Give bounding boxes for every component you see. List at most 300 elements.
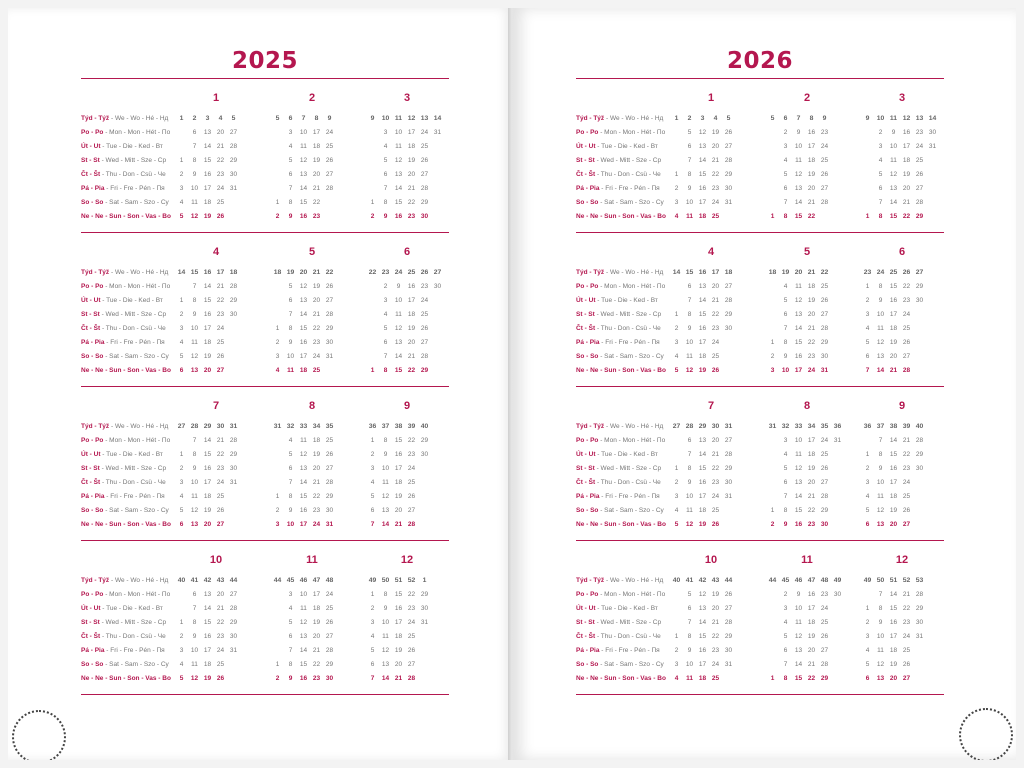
row-label-rest: - Wed - Mitt - Sze - Ср <box>594 465 662 472</box>
day-cell: 10 <box>685 339 694 346</box>
day-cell: 25 <box>216 493 225 500</box>
day-cell: 16 <box>889 465 898 472</box>
month-4 <box>670 244 752 378</box>
day-cell: 1 <box>770 339 775 346</box>
day-cell: 24 <box>711 199 720 206</box>
row-label-rest: - Tue - Die - Ked - Вт <box>100 143 163 150</box>
day-cell: 19 <box>889 507 898 514</box>
day-cell: 8 <box>288 661 293 668</box>
week-number: 35 <box>820 423 829 430</box>
day-cell: 15 <box>698 465 707 472</box>
day-cell: 25 <box>216 199 225 206</box>
row-label-bold: St - St <box>81 465 100 472</box>
day-cell: 25 <box>711 507 720 514</box>
day-cell: 10 <box>286 353 295 360</box>
day-cell: 2 <box>275 213 280 220</box>
day-cell: 24 <box>407 465 416 472</box>
day-cell <box>366 126 379 140</box>
day-cell <box>431 308 444 322</box>
day-row <box>766 504 848 518</box>
row-label-bold: So - So <box>81 661 104 668</box>
day-cell: 13 <box>190 521 199 528</box>
day-cell: 4 <box>865 647 870 654</box>
sunday-row <box>766 518 848 532</box>
row-label-rest: - Sun - Son - Vas - Во <box>598 675 666 682</box>
day-cell: 4 <box>288 143 293 150</box>
day-cell: 24 <box>420 129 429 136</box>
day-cell: 7 <box>288 479 293 486</box>
day-cell: 6 <box>687 437 692 444</box>
row-label-rest: - Wed - Mitt - Sze - Ср <box>594 311 662 318</box>
day-row <box>670 140 752 154</box>
day-cell <box>913 518 926 532</box>
day-cell: 24 <box>325 129 334 136</box>
day-row <box>670 462 752 476</box>
day-row <box>175 182 257 196</box>
week-number: 13 <box>915 115 924 122</box>
week-number: 31 <box>273 423 282 430</box>
day-cell: 12 <box>889 171 898 178</box>
day-cell <box>722 504 735 518</box>
day-cell: 22 <box>711 311 720 318</box>
day-cell: 27 <box>820 647 829 654</box>
day-cell <box>913 308 926 322</box>
day-row <box>175 154 257 168</box>
day-row <box>271 588 353 602</box>
row-label-bold: Út - Ut <box>81 605 101 612</box>
day-cell: 19 <box>807 633 816 640</box>
day-cell: 4 <box>383 311 388 318</box>
day-cell: 24 <box>711 493 720 500</box>
row-label <box>576 280 676 294</box>
row-label-rest: - We - Wo - Hé - Нд <box>604 115 664 122</box>
day-cell <box>766 154 779 168</box>
row-label <box>576 574 676 588</box>
weekday-labels <box>576 420 676 532</box>
row-label-rest: - Sun - Son - Vas - Во <box>598 521 666 528</box>
day-cell: 2 <box>275 507 280 514</box>
row-label-rest: - Thu - Don - Csü - Че <box>595 171 661 178</box>
day-cell: 4 <box>674 353 679 360</box>
day-cell: 2 <box>674 479 679 486</box>
month-number: 3 <box>898 92 906 104</box>
day-cell: 19 <box>312 451 321 458</box>
day-cell <box>227 322 240 336</box>
day-cell <box>227 490 240 504</box>
month-7 <box>175 398 257 532</box>
month-number: 10 <box>209 554 223 566</box>
row-label-bold: St - St <box>81 157 100 164</box>
day-cell: 14 <box>698 451 707 458</box>
day-cell: 21 <box>312 647 321 654</box>
day-cell: 6 <box>865 675 870 682</box>
month-9 <box>366 398 448 532</box>
week-number: 38 <box>394 423 403 430</box>
row-label-bold: St - St <box>81 619 100 626</box>
day-cell: 20 <box>203 367 212 374</box>
week-number: 16 <box>203 269 212 276</box>
day-row <box>175 448 257 462</box>
day-cell <box>175 602 188 616</box>
row-label <box>81 112 181 126</box>
day-cell: 11 <box>686 353 693 360</box>
day-cell: 8 <box>288 325 293 332</box>
day-row <box>670 322 752 336</box>
day-cell: 13 <box>876 353 885 360</box>
row-label-rest: - Wed - Mitt - Sze - Ср <box>594 619 662 626</box>
day-cell: 3 <box>383 129 388 136</box>
day-cell: 18 <box>312 143 321 150</box>
day-cell: 12 <box>685 521 694 528</box>
row-label <box>81 434 181 448</box>
day-cell: 12 <box>698 129 707 136</box>
row-label-bold: Út - Ut <box>576 605 596 612</box>
row-label <box>576 658 676 672</box>
row-label-rest: - Sat - Sam - Szo - Су <box>598 199 664 206</box>
day-cell <box>722 336 735 350</box>
day-row <box>175 294 257 308</box>
day-cell <box>175 140 188 154</box>
day-cell: 13 <box>203 591 212 598</box>
day-cell: 22 <box>807 675 816 682</box>
row-label-bold: Týd - Týž <box>81 269 110 276</box>
day-cell: 20 <box>711 605 720 612</box>
day-cell: 5 <box>370 647 375 654</box>
day-cell: 12 <box>876 339 885 346</box>
day-cell: 2 <box>370 213 375 220</box>
day-cell <box>926 196 939 210</box>
day-cell: 17 <box>394 619 403 626</box>
day-cell: 2 <box>865 297 870 304</box>
row-label-rest: - Thu - Don - Csü - Че <box>595 633 661 640</box>
day-cell: 15 <box>794 339 803 346</box>
day-cell: 14 <box>394 353 403 360</box>
day-row <box>271 126 353 140</box>
day-cell <box>722 364 735 378</box>
day-cell: 31 <box>325 521 334 528</box>
day-row <box>766 630 848 644</box>
week-number: 53 <box>915 577 924 584</box>
row-label-rest: - Tue - Die - Ked - Вт <box>595 605 658 612</box>
row-label <box>81 154 181 168</box>
day-cell: 21 <box>312 185 321 192</box>
month-number: 8 <box>803 400 811 412</box>
day-cell: 27 <box>229 129 238 136</box>
day-cell: 13 <box>794 185 803 192</box>
row-label-rest: - Fri - Fre - Pén - Пя <box>599 647 660 654</box>
day-cell: 20 <box>807 311 816 318</box>
week-number: 33 <box>299 423 308 430</box>
day-cell: 9 <box>288 213 293 220</box>
day-cell: 2 <box>370 451 375 458</box>
day-cell: 13 <box>794 311 803 318</box>
month-6 <box>366 244 448 378</box>
week-number: 28 <box>685 423 694 430</box>
quarter-1 <box>576 79 944 233</box>
day-cell: 28 <box>420 185 429 192</box>
day-cell: 21 <box>312 479 321 486</box>
sunday-row <box>861 672 943 686</box>
day-cell: 30 <box>229 465 238 472</box>
day-cell: 1 <box>674 171 679 178</box>
day-cell: 16 <box>698 325 707 332</box>
day-cell: 22 <box>807 339 816 346</box>
day-cell: 19 <box>902 171 911 178</box>
day-cell: 8 <box>783 507 788 514</box>
day-cell: 15 <box>299 493 308 500</box>
week-number: 8 <box>314 115 319 122</box>
week-number: 49 <box>863 577 872 584</box>
row-label <box>81 126 181 140</box>
day-cell: 30 <box>915 297 924 304</box>
day-cell: 29 <box>325 325 334 332</box>
month-2 <box>271 90 353 224</box>
day-cell: 30 <box>724 185 733 192</box>
day-cell: 24 <box>216 647 225 654</box>
day-cell: 31 <box>229 185 238 192</box>
day-cell: 13 <box>794 479 803 486</box>
day-cell: 7 <box>288 185 293 192</box>
day-cell <box>670 294 683 308</box>
day-cell: 11 <box>877 647 884 654</box>
week-number-row <box>175 266 257 280</box>
day-cell: 22 <box>711 171 720 178</box>
day-cell: 28 <box>724 297 733 304</box>
day-cell: 9 <box>891 129 896 136</box>
row-label-bold: So - So <box>81 353 104 360</box>
day-cell: 31 <box>420 619 429 626</box>
day-cell: 29 <box>820 675 829 682</box>
day-cell: 4 <box>783 451 788 458</box>
day-row <box>366 196 448 210</box>
week-number: 20 <box>794 269 803 276</box>
week-number: 27 <box>177 423 186 430</box>
day-cell: 10 <box>190 647 199 654</box>
row-label-rest: - Sun - Son - Vas - Во <box>103 675 171 682</box>
day-cell: 16 <box>807 129 816 136</box>
day-row <box>175 644 257 658</box>
quarter-3 <box>576 387 944 541</box>
day-cell: 5 <box>370 493 375 500</box>
day-cell <box>766 602 779 616</box>
quarter-2 <box>81 233 449 387</box>
day-cell: 10 <box>190 185 199 192</box>
day-cell <box>431 154 444 168</box>
day-cell: 10 <box>381 619 390 626</box>
row-label <box>81 280 181 294</box>
day-cell: 6 <box>783 479 788 486</box>
day-cell: 27 <box>820 479 829 486</box>
month-9 <box>861 398 943 532</box>
month-number: 6 <box>403 246 411 258</box>
day-row <box>766 588 848 602</box>
day-cell: 4 <box>783 619 788 626</box>
day-cell: 12 <box>698 591 707 598</box>
day-cell: 15 <box>299 325 308 332</box>
day-cell <box>926 154 939 168</box>
week-number: 14 <box>433 115 442 122</box>
day-cell: 6 <box>783 647 788 654</box>
day-cell: 26 <box>407 493 416 500</box>
day-cell: 3 <box>288 129 293 136</box>
row-label-rest: - We - Wo - Hé - Нд <box>109 423 169 430</box>
day-cell: 26 <box>915 171 924 178</box>
week-number: 18 <box>273 269 282 276</box>
day-cell: 5 <box>783 465 788 472</box>
row-label-bold: Pá - Pia <box>81 647 105 654</box>
day-cell: 20 <box>216 129 225 136</box>
day-cell: 27 <box>915 185 924 192</box>
row-label-rest: - Sun - Son - Vas - Во <box>103 213 171 220</box>
day-cell: 20 <box>312 465 321 472</box>
month-2 <box>766 90 848 224</box>
day-cell: 11 <box>382 479 389 486</box>
row-label-bold: Pá - Pia <box>81 339 105 346</box>
row-label-rest: - Tue - Die - Ked - Вт <box>100 451 163 458</box>
row-label <box>576 616 676 630</box>
day-row <box>861 126 943 140</box>
day-cell: 25 <box>420 311 429 318</box>
day-cell: 11 <box>686 213 693 220</box>
day-row <box>271 336 353 350</box>
row-label-rest: - Wed - Mitt - Sze - Ср <box>594 157 662 164</box>
day-row <box>670 588 752 602</box>
day-cell: 10 <box>889 143 898 150</box>
day-cell: 25 <box>902 647 911 654</box>
day-cell: 12 <box>685 367 694 374</box>
month-7 <box>670 398 752 532</box>
day-cell: 11 <box>287 367 294 374</box>
month-6 <box>861 244 943 378</box>
day-cell: 28 <box>325 479 334 486</box>
day-cell: 7 <box>783 493 788 500</box>
day-cell: 19 <box>889 339 898 346</box>
week-number: 36 <box>833 423 842 430</box>
day-cell: 3 <box>783 605 788 612</box>
week-number: 49 <box>833 577 842 584</box>
day-row <box>670 280 752 294</box>
day-cell: 22 <box>902 213 911 220</box>
day-row <box>766 280 848 294</box>
row-label <box>81 168 181 182</box>
row-label-bold: Pá - Pia <box>576 493 600 500</box>
row-label-rest: - Mon - Mon - Hét - По <box>598 591 666 598</box>
day-cell: 25 <box>902 325 911 332</box>
day-cell: 8 <box>878 283 883 290</box>
day-row <box>861 182 943 196</box>
day-cell: 29 <box>420 199 429 206</box>
day-cell: 21 <box>889 367 898 374</box>
day-row <box>670 644 752 658</box>
row-label-bold: St - St <box>576 619 595 626</box>
day-cell: 28 <box>229 283 238 290</box>
day-row <box>175 280 257 294</box>
day-cell: 4 <box>383 143 388 150</box>
day-cell: 13 <box>698 437 707 444</box>
day-cell: 16 <box>407 283 416 290</box>
day-row <box>366 294 448 308</box>
day-cell: 30 <box>229 633 238 640</box>
day-cell: 5 <box>783 633 788 640</box>
day-cell: 14 <box>203 437 212 444</box>
week-number: 47 <box>312 577 321 584</box>
day-row <box>366 182 448 196</box>
day-cell: 18 <box>698 507 707 514</box>
row-label-bold: Týd - Týž <box>81 577 110 584</box>
day-cell: 12 <box>299 619 308 626</box>
day-cell: 21 <box>216 283 225 290</box>
day-cell: 11 <box>686 675 693 682</box>
day-row <box>766 350 848 364</box>
day-cell: 13 <box>698 605 707 612</box>
week-number: 9 <box>865 115 870 122</box>
day-row <box>861 644 943 658</box>
week-number: 1 <box>179 115 184 122</box>
week-number: 2 <box>687 115 692 122</box>
day-cell: 9 <box>687 479 692 486</box>
day-row <box>271 322 353 336</box>
day-cell: 2 <box>383 283 388 290</box>
page-right <box>513 8 1016 760</box>
day-cell: 29 <box>420 591 429 598</box>
day-cell <box>366 308 379 322</box>
day-cell: 12 <box>299 157 308 164</box>
row-label <box>81 420 181 434</box>
day-cell: 22 <box>902 451 911 458</box>
day-cell: 14 <box>381 675 390 682</box>
day-cell: 25 <box>325 605 334 612</box>
day-cell: 12 <box>381 647 390 654</box>
day-cell: 24 <box>807 367 816 374</box>
row-label-rest: - Thu - Don - Csü - Че <box>100 633 166 640</box>
day-cell: 6 <box>288 171 293 178</box>
day-cell: 23 <box>820 591 829 598</box>
day-cell: 30 <box>915 619 924 626</box>
row-label-rest: - Sat - Sam - Szo - Су <box>598 507 664 514</box>
day-cell: 19 <box>807 297 816 304</box>
day-cell: 1 <box>770 213 775 220</box>
week-number: 4 <box>713 115 718 122</box>
day-cell: 5 <box>179 675 184 682</box>
day-row <box>766 182 848 196</box>
day-row <box>271 182 353 196</box>
day-cell: 18 <box>407 311 416 318</box>
day-cell: 10 <box>299 129 308 136</box>
row-label-rest: - Wed - Mitt - Sze - Ср <box>99 157 167 164</box>
day-cell: 27 <box>724 605 733 612</box>
day-cell: 26 <box>407 647 416 654</box>
row-label-rest: - Thu - Don - Csü - Че <box>100 479 166 486</box>
month-12 <box>861 552 943 686</box>
day-cell: 17 <box>794 367 803 374</box>
day-cell: 27 <box>902 521 911 528</box>
week-number: 50 <box>381 577 390 584</box>
day-cell <box>418 462 431 476</box>
day-cell: 20 <box>407 171 416 178</box>
day-cell: 16 <box>299 339 308 346</box>
day-cell: 6 <box>179 367 184 374</box>
week-number: 27 <box>433 269 442 276</box>
day-row <box>366 168 448 182</box>
day-cell: 1 <box>275 325 280 332</box>
day-cell <box>271 630 284 644</box>
day-cell: 16 <box>394 451 403 458</box>
month-5 <box>271 244 353 378</box>
week-number: 40 <box>915 423 924 430</box>
day-cell: 17 <box>299 521 308 528</box>
row-label-bold: Čt - Št <box>576 633 596 640</box>
day-cell: 5 <box>674 521 679 528</box>
